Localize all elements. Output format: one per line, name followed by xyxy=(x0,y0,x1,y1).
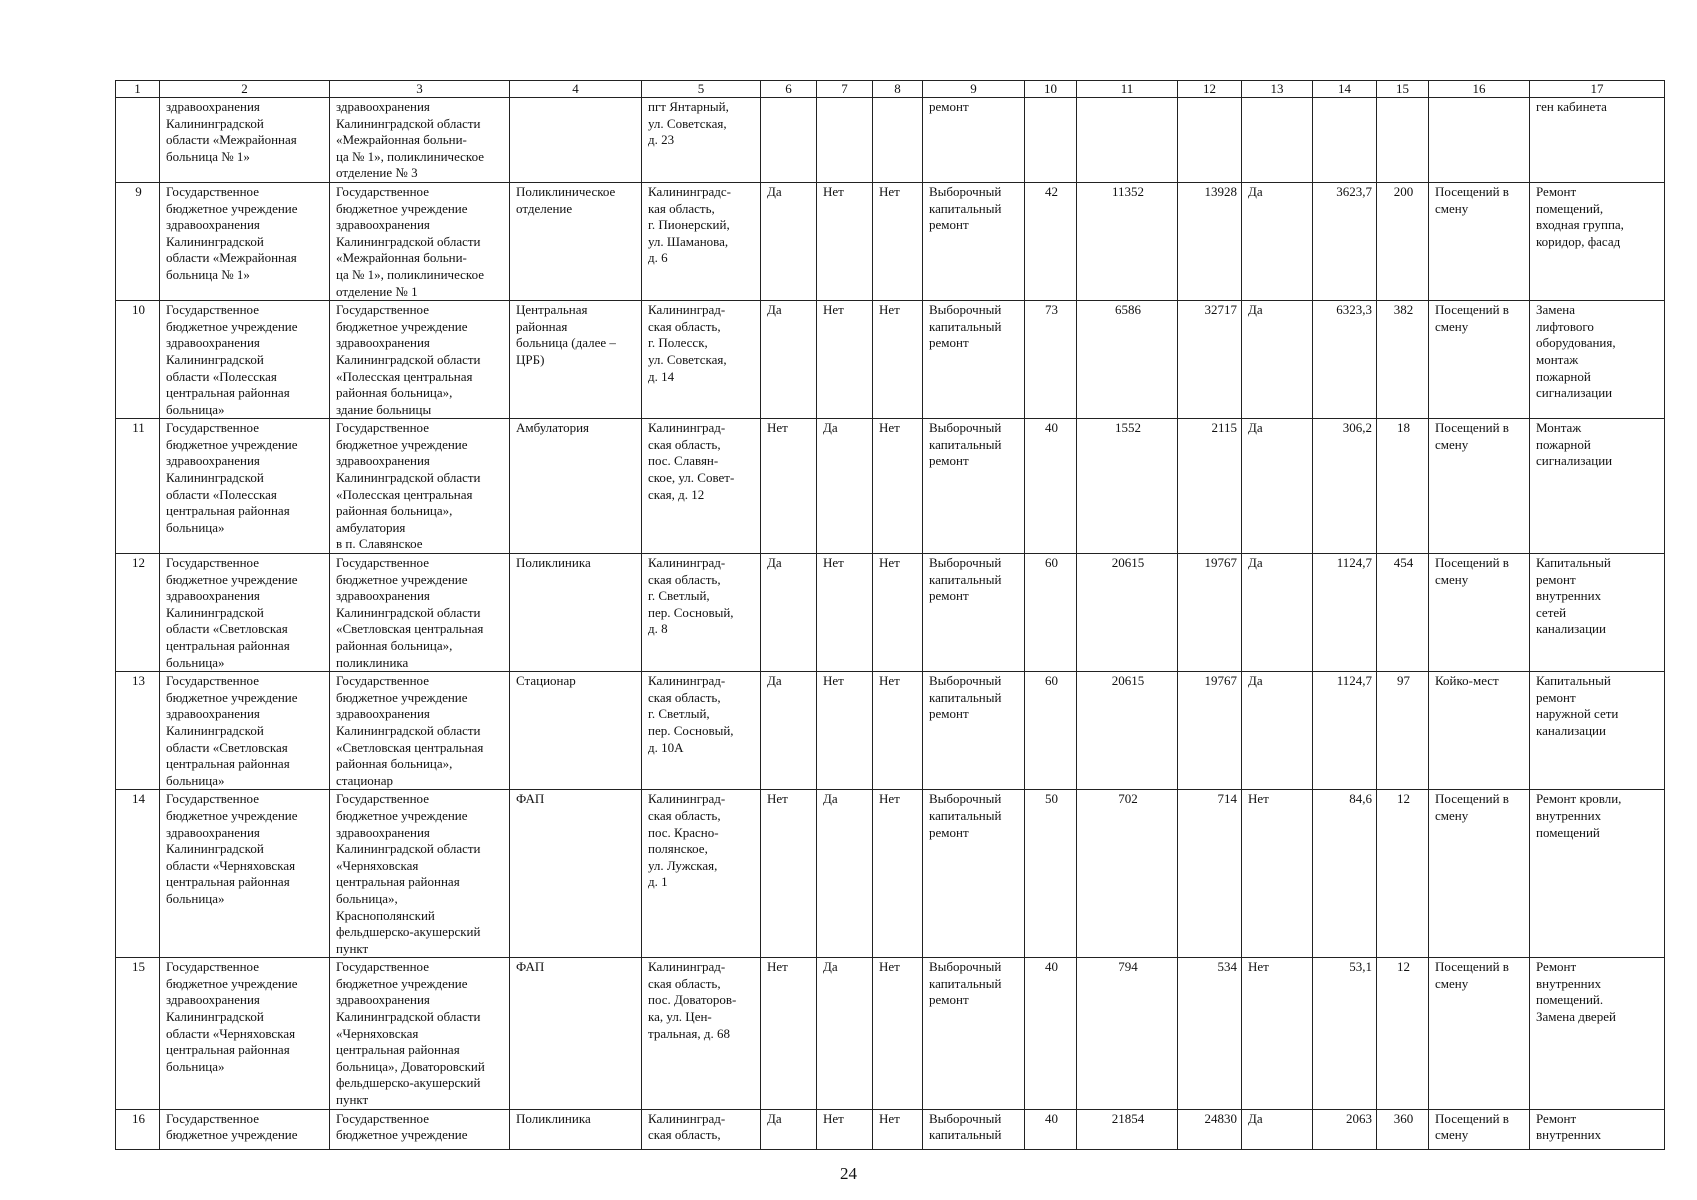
column-6-cell: Нет xyxy=(761,958,817,1109)
column-header: 15 xyxy=(1377,81,1429,98)
column-11-cell: 702 xyxy=(1077,790,1178,958)
column-6-cell: Да xyxy=(761,672,817,790)
column-8-cell: Нет xyxy=(873,554,923,672)
address-cell: Калининград- ская область, г. Полесск, ул. Советская, д. 14 xyxy=(642,301,761,419)
repair-type-cell: Выборочный капитальный ремонт xyxy=(923,301,1025,419)
area-cell: 306,2 xyxy=(1313,419,1377,554)
column-13-cell: Да xyxy=(1242,182,1313,300)
page-number: 24 xyxy=(840,1164,857,1183)
capacity-unit-cell: Посещений в смену xyxy=(1429,1109,1530,1149)
facility-name-cell: Государственное бюджетное учреждение здравоохранения Калининградской области «Полесская центральная районная больница», амбулатория в п. Славянское xyxy=(330,419,510,554)
table-row xyxy=(116,419,1665,554)
facility-type-cell: ФАП xyxy=(510,958,642,1109)
facility-name-cell: Государственное бюджетное учреждение здравоохранения Калининградской области «Светловская центральная районная больница», стационар xyxy=(330,672,510,790)
column-13-cell: Нет xyxy=(1242,790,1313,958)
works-description-cell: Ремонт внутренних xyxy=(1530,1109,1665,1149)
table-row xyxy=(116,790,1665,958)
row-number-cell: 9 xyxy=(116,182,160,300)
works-description-cell: Замена лифтового оборудования, монтаж пожарной сигнализации xyxy=(1530,301,1665,419)
table-row xyxy=(116,1109,1665,1149)
capacity-unit-cell: Посещений в смену xyxy=(1429,554,1530,672)
facility-name-cell: Государственное бюджетное учреждение здравоохранения Калининградской области «Черняховская центральная районная больница», Доваторовский фельдшерско-акушерский пункт xyxy=(330,958,510,1109)
table-body xyxy=(116,98,1665,1150)
column-header: 1 xyxy=(116,81,160,98)
column-number-row xyxy=(116,81,1665,98)
institution-cell: здравоохранения Калининградской области «Межрайонная больница № 1» xyxy=(160,98,330,183)
column-7-cell: Нет xyxy=(817,554,873,672)
facility-type-cell: Амбулатория xyxy=(510,419,642,554)
facility-type-cell: Поликлиника xyxy=(510,1109,642,1149)
row-number-cell: 15 xyxy=(116,958,160,1109)
column-10-cell: 50 xyxy=(1025,790,1077,958)
facility-name-cell: здравоохранения Калининградской области «Межрайонная больни- ца № 1», поликлиническое отделение № 3 xyxy=(330,98,510,183)
facility-name-cell: Государственное бюджетное учреждение xyxy=(330,1109,510,1149)
column-7-cell: Да xyxy=(817,419,873,554)
repair-type-cell: ремонт xyxy=(923,98,1025,183)
column-6-cell: Да xyxy=(761,182,817,300)
capacity-cell: 18 xyxy=(1377,419,1429,554)
facility-name-cell: Государственное бюджетное учреждение здравоохранения Калининградской области «Черняховская центральная районная больница», Краснополянский фельдшерско-акушерский пункт xyxy=(330,790,510,958)
address-cell: Калининградс- кая область, г. Пионерский, ул. Шаманова, д. 6 xyxy=(642,182,761,300)
column-13-cell: Нет xyxy=(1242,958,1313,1109)
institution-cell: Государственное бюджетное учреждение здравоохранения Калининградской области «Межрайонная больница № 1» xyxy=(160,182,330,300)
column-12-cell: 19767 xyxy=(1178,554,1242,672)
column-12-cell: 534 xyxy=(1178,958,1242,1109)
column-7-cell: Нет xyxy=(817,672,873,790)
column-6-cell: Нет xyxy=(761,419,817,554)
address-cell: пгт Янтарный, ул. Советская, д. 23 xyxy=(642,98,761,183)
table-row xyxy=(116,554,1665,672)
column-8-cell: Нет xyxy=(873,182,923,300)
column-header: 12 xyxy=(1178,81,1242,98)
column-12-cell: 714 xyxy=(1178,790,1242,958)
column-12-cell: 24830 xyxy=(1178,1109,1242,1149)
facility-type-cell: Поликлиника xyxy=(510,554,642,672)
facility-type-cell: Стационар xyxy=(510,672,642,790)
institution-cell: Государственное бюджетное учреждение xyxy=(160,1109,330,1149)
repair-type-cell: Выборочный капитальный ремонт xyxy=(923,958,1025,1109)
row-number-cell: 16 xyxy=(116,1109,160,1149)
column-11-cell: 20615 xyxy=(1077,672,1178,790)
row-number-cell: 14 xyxy=(116,790,160,958)
repair-type-cell: Выборочный капитальный ремонт xyxy=(923,790,1025,958)
column-13-cell: Да xyxy=(1242,301,1313,419)
table-row xyxy=(116,958,1665,1109)
area-cell: 1124,7 xyxy=(1313,554,1377,672)
column-7-cell: Да xyxy=(817,790,873,958)
column-13-cell: Да xyxy=(1242,554,1313,672)
works-description-cell: Ремонт помещений, входная группа, коридор, фасад xyxy=(1530,182,1665,300)
column-12-cell xyxy=(1178,98,1242,183)
area-cell: 6323,3 xyxy=(1313,301,1377,419)
capacity-unit-cell: Посещений в смену xyxy=(1429,301,1530,419)
column-6-cell: Да xyxy=(761,554,817,672)
table-row xyxy=(116,98,1665,183)
column-8-cell: Нет xyxy=(873,1109,923,1149)
area-cell xyxy=(1313,98,1377,183)
capacity-cell: 200 xyxy=(1377,182,1429,300)
column-10-cell: 40 xyxy=(1025,1109,1077,1149)
capacity-unit-cell xyxy=(1429,98,1530,183)
works-description-cell: Ремонт внутренних помещений. Замена дверей xyxy=(1530,958,1665,1109)
capacity-unit-cell: Посещений в смену xyxy=(1429,790,1530,958)
column-10-cell: 60 xyxy=(1025,554,1077,672)
column-header: 7 xyxy=(817,81,873,98)
column-10-cell: 40 xyxy=(1025,958,1077,1109)
institution-cell: Государственное бюджетное учреждение здравоохранения Калининградской области «Черняховская центральная районная больница» xyxy=(160,958,330,1109)
column-12-cell: 13928 xyxy=(1178,182,1242,300)
repair-type-cell: Выборочный капитальный ремонт xyxy=(923,419,1025,554)
column-header: 17 xyxy=(1530,81,1665,98)
capacity-cell: 97 xyxy=(1377,672,1429,790)
capacity-cell xyxy=(1377,98,1429,183)
column-8-cell: Нет xyxy=(873,958,923,1109)
capacity-cell: 360 xyxy=(1377,1109,1429,1149)
column-7-cell: Нет xyxy=(817,1109,873,1149)
facility-type-cell xyxy=(510,98,642,183)
column-11-cell: 11352 xyxy=(1077,182,1178,300)
column-7-cell xyxy=(817,98,873,183)
column-10-cell: 60 xyxy=(1025,672,1077,790)
works-description-cell: Капитальный ремонт наружной сети канализации xyxy=(1530,672,1665,790)
area-cell: 2063 xyxy=(1313,1109,1377,1149)
capacity-unit-cell: Койко-мест xyxy=(1429,672,1530,790)
institution-cell: Государственное бюджетное учреждение здравоохранения Калининградской области «Черняховская центральная районная больница» xyxy=(160,790,330,958)
column-11-cell: 1552 xyxy=(1077,419,1178,554)
area-cell: 53,1 xyxy=(1313,958,1377,1109)
column-8-cell: Нет xyxy=(873,672,923,790)
capacity-unit-cell: Посещений в смену xyxy=(1429,182,1530,300)
column-header: 8 xyxy=(873,81,923,98)
institution-cell: Государственное бюджетное учреждение здравоохранения Калининградской области «Полесская центральная районная больница» xyxy=(160,301,330,419)
area-cell: 1124,7 xyxy=(1313,672,1377,790)
column-11-cell: 794 xyxy=(1077,958,1178,1109)
column-12-cell: 19767 xyxy=(1178,672,1242,790)
column-header: 10 xyxy=(1025,81,1077,98)
institution-cell: Государственное бюджетное учреждение здравоохранения Калининградской области «Светловская центральная районная больница» xyxy=(160,554,330,672)
capacity-cell: 12 xyxy=(1377,958,1429,1109)
column-header: 4 xyxy=(510,81,642,98)
row-number-cell: 12 xyxy=(116,554,160,672)
works-description-cell: Капитальный ремонт внутренних сетей канализации xyxy=(1530,554,1665,672)
column-6-cell xyxy=(761,98,817,183)
address-cell: Калининград- ская область, г. Светлый, пер. Сосновый, д. 10А xyxy=(642,672,761,790)
institution-cell: Государственное бюджетное учреждение здравоохранения Калининградской области «Полесская центральная районная больница» xyxy=(160,419,330,554)
capacity-cell: 454 xyxy=(1377,554,1429,672)
repair-type-cell: Выборочный капитальный xyxy=(923,1109,1025,1149)
table-row xyxy=(116,672,1665,790)
capacity-cell: 12 xyxy=(1377,790,1429,958)
column-10-cell: 42 xyxy=(1025,182,1077,300)
column-10-cell: 73 xyxy=(1025,301,1077,419)
column-8-cell: Нет xyxy=(873,301,923,419)
institution-cell: Государственное бюджетное учреждение здравоохранения Калининградской области «Светловская центральная районная больница» xyxy=(160,672,330,790)
facility-type-cell: Центральная районная больница (далее – ЦРБ) xyxy=(510,301,642,419)
address-cell: Калининград- ская область, г. Светлый, пер. Сосновый, д. 8 xyxy=(642,554,761,672)
column-10-cell: 40 xyxy=(1025,419,1077,554)
repair-type-cell: Выборочный капитальный ремонт xyxy=(923,672,1025,790)
column-11-cell: 20615 xyxy=(1077,554,1178,672)
column-header: 3 xyxy=(330,81,510,98)
area-cell: 3623,7 xyxy=(1313,182,1377,300)
column-6-cell: Да xyxy=(761,301,817,419)
facility-name-cell: Государственное бюджетное учреждение здравоохранения Калининградской области «Межрайонная больни- ца № 1», поликлиническое отделение № 1 xyxy=(330,182,510,300)
area-cell: 84,6 xyxy=(1313,790,1377,958)
works-description-cell: Ремонт кровли, внутренних помещений xyxy=(1530,790,1665,958)
row-number-cell: 10 xyxy=(116,301,160,419)
row-number-cell xyxy=(116,98,160,183)
facilities-table xyxy=(115,80,1665,1150)
facility-name-cell: Государственное бюджетное учреждение здравоохранения Калининградской области «Светловская центральная районная больница», поликлиника xyxy=(330,554,510,672)
row-number-cell: 13 xyxy=(116,672,160,790)
column-header: 6 xyxy=(761,81,817,98)
column-header: 14 xyxy=(1313,81,1377,98)
column-header: 5 xyxy=(642,81,761,98)
works-description-cell: ген кабинета xyxy=(1530,98,1665,183)
table-row xyxy=(116,182,1665,300)
capacity-cell: 382 xyxy=(1377,301,1429,419)
row-number-cell: 11 xyxy=(116,419,160,554)
column-13-cell xyxy=(1242,98,1313,183)
address-cell: Калининград- ская область, пос. Доваторов- ка, ул. Цен- тральная, д. 68 xyxy=(642,958,761,1109)
column-12-cell: 32717 xyxy=(1178,301,1242,419)
column-header: 2 xyxy=(160,81,330,98)
facility-type-cell: ФАП xyxy=(510,790,642,958)
address-cell: Калининград- ская область, пос. Красно- полянское, ул. Лужская, д. 1 xyxy=(642,790,761,958)
column-13-cell: Да xyxy=(1242,1109,1313,1149)
column-7-cell: Нет xyxy=(817,182,873,300)
column-6-cell: Нет xyxy=(761,790,817,958)
column-13-cell: Да xyxy=(1242,672,1313,790)
column-header: 13 xyxy=(1242,81,1313,98)
column-11-cell xyxy=(1077,98,1178,183)
column-11-cell: 21854 xyxy=(1077,1109,1178,1149)
facility-name-cell: Государственное бюджетное учреждение здравоохранения Калининградской области «Полесская центральная районная больница», здание больницы xyxy=(330,301,510,419)
repair-type-cell: Выборочный капитальный ремонт xyxy=(923,554,1025,672)
column-8-cell: Нет xyxy=(873,790,923,958)
capacity-unit-cell: Посещений в смену xyxy=(1429,419,1530,554)
column-header: 9 xyxy=(923,81,1025,98)
column-8-cell xyxy=(873,98,923,183)
column-header: 11 xyxy=(1077,81,1178,98)
column-header: 16 xyxy=(1429,81,1530,98)
column-12-cell: 2115 xyxy=(1178,419,1242,554)
capacity-unit-cell: Посещений в смену xyxy=(1429,958,1530,1109)
column-11-cell: 6586 xyxy=(1077,301,1178,419)
column-7-cell: Да xyxy=(817,958,873,1109)
column-8-cell: Нет xyxy=(873,419,923,554)
address-cell: Калининград- ская область, пос. Славян- ское, ул. Совет- ская, д. 12 xyxy=(642,419,761,554)
address-cell: Калининград- ская область, xyxy=(642,1109,761,1149)
column-13-cell: Да xyxy=(1242,419,1313,554)
works-description-cell: Монтаж пожарной сигнализации xyxy=(1530,419,1665,554)
table-row xyxy=(116,301,1665,419)
column-6-cell: Да xyxy=(761,1109,817,1149)
facility-type-cell: Поликлиническое отделение xyxy=(510,182,642,300)
column-7-cell: Нет xyxy=(817,301,873,419)
repair-type-cell: Выборочный капитальный ремонт xyxy=(923,182,1025,300)
column-10-cell xyxy=(1025,98,1077,183)
